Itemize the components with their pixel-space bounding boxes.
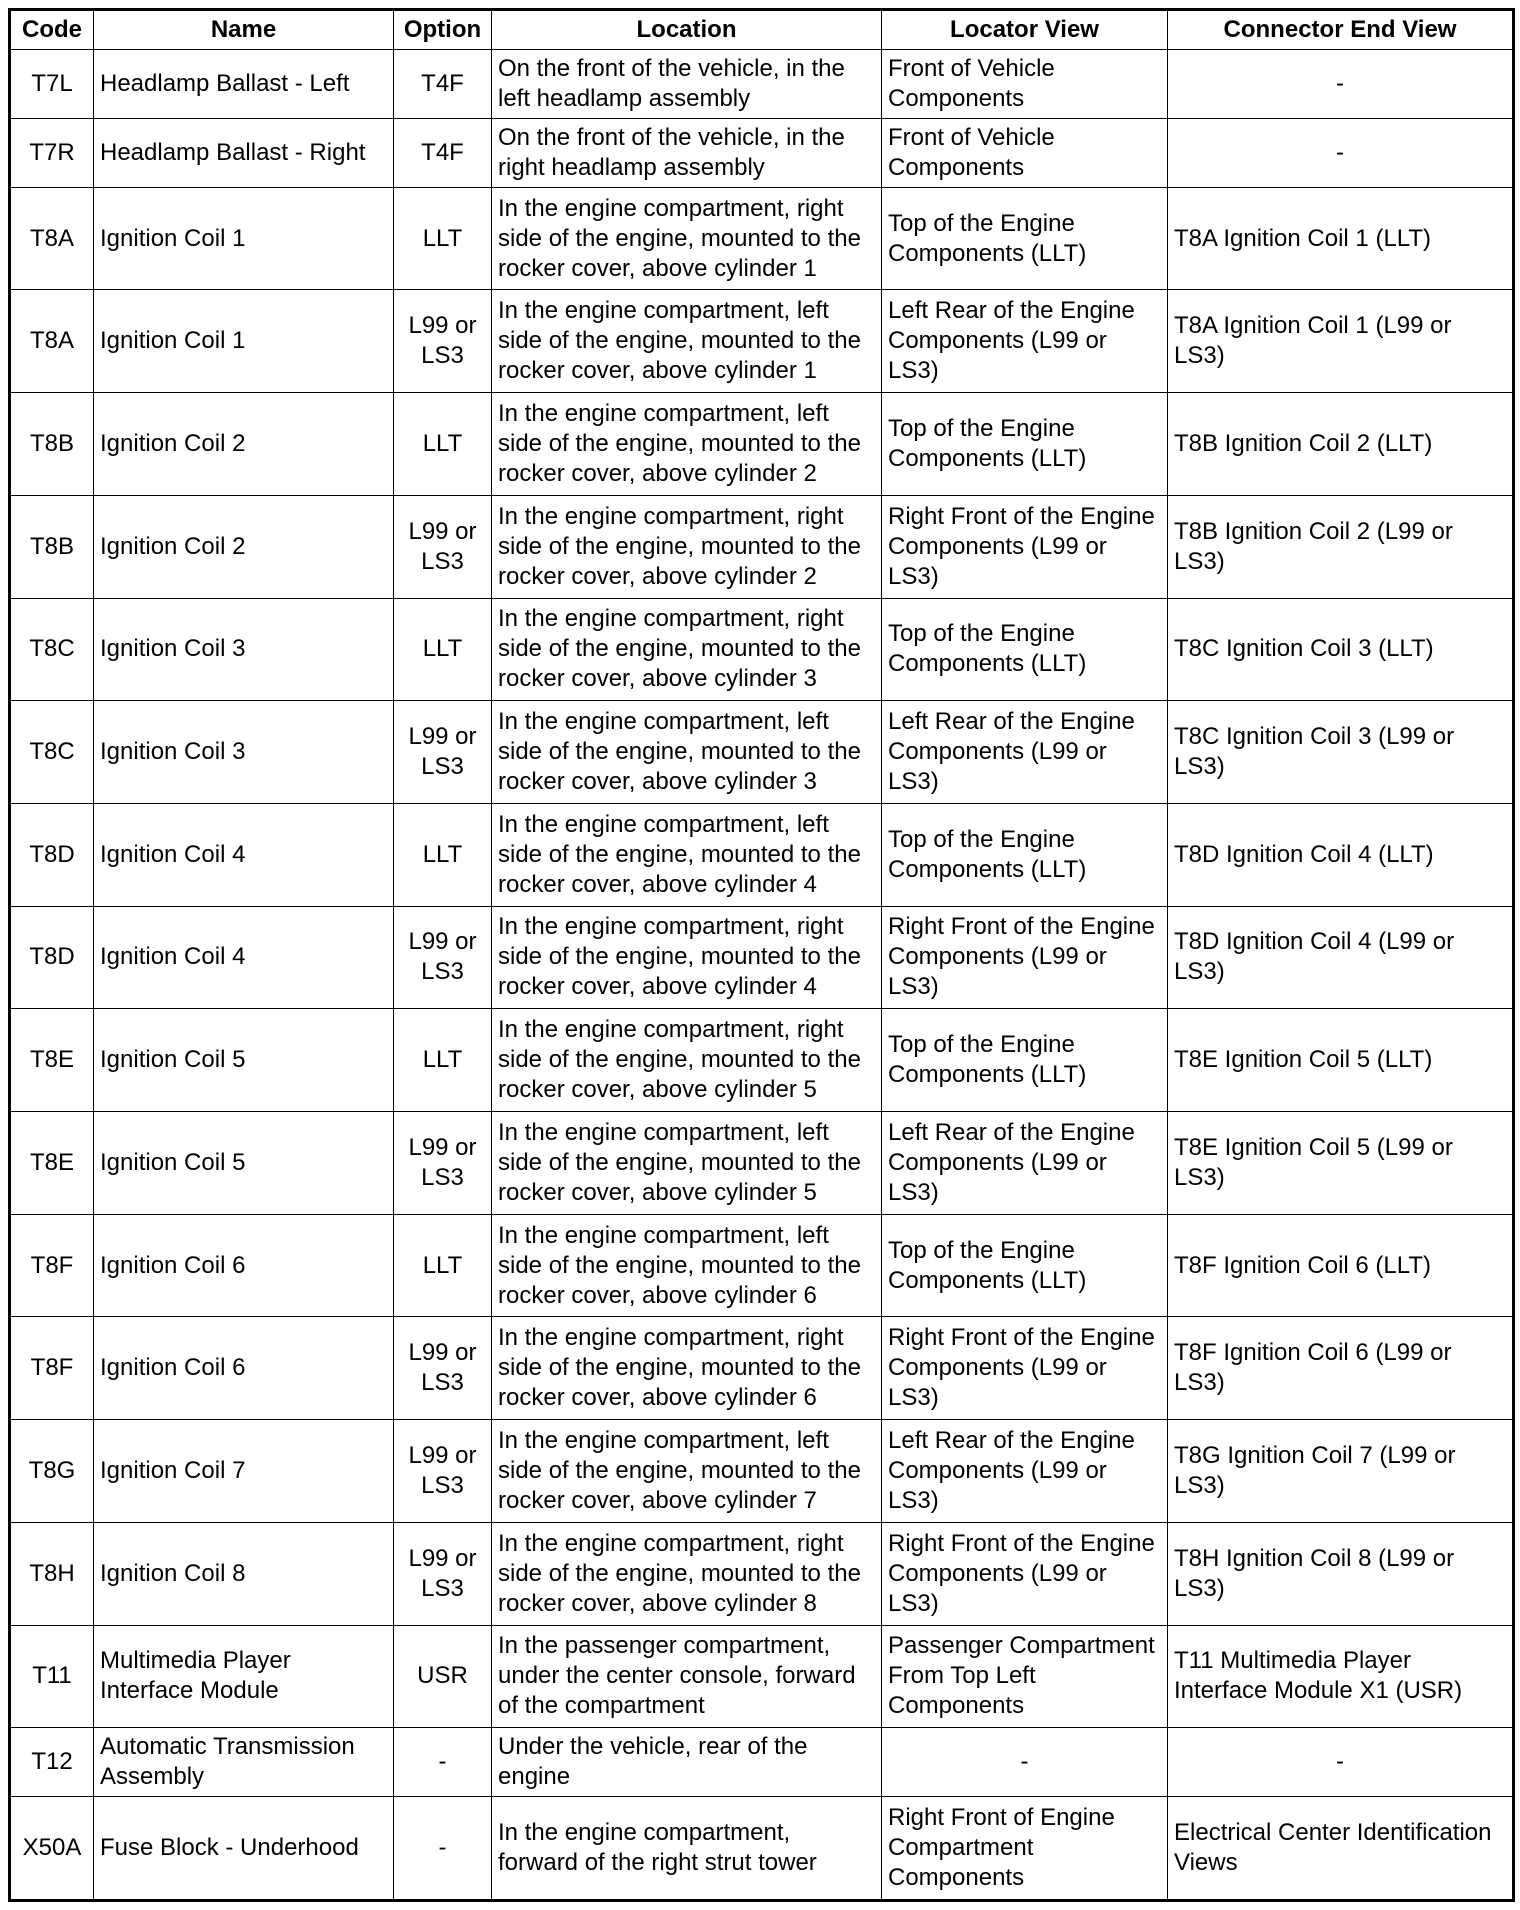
cell-option: LLT — [394, 1009, 492, 1112]
cell-locator-view: Top of the Engine Components (LLT) — [882, 187, 1168, 290]
cell-locator-view: Top of the Engine Components (LLT) — [882, 1009, 1168, 1112]
cell-name: Ignition Coil 8 — [94, 1522, 394, 1625]
cell-name: Ignition Coil 3 — [94, 701, 394, 804]
cell-locator-view: Top of the Engine Components (LLT) — [882, 393, 1168, 496]
table-header-row — [10, 10, 1514, 50]
cell-code: T8A — [10, 290, 94, 393]
table-row — [10, 1214, 1514, 1317]
cell-name: Ignition Coil 6 — [94, 1317, 394, 1420]
cell-code: T8G — [10, 1420, 94, 1523]
cell-locator-view: Left Rear of the Engine Components (L99 or LS3) — [882, 1420, 1168, 1523]
cell-connector-end-view: T11 Multimedia Player Interface Module X1 (USR) — [1168, 1625, 1514, 1728]
cell-connector-end-view: T8D Ignition Coil 4 (LLT) — [1168, 803, 1514, 906]
cell-name: Ignition Coil 3 — [94, 598, 394, 701]
cell-code: T8E — [10, 1112, 94, 1215]
cell-connector-end-view: T8C Ignition Coil 3 (LLT) — [1168, 598, 1514, 701]
cell-connector-end-view: Electrical Center Identification Views — [1168, 1797, 1514, 1901]
cell-name: Ignition Coil 2 — [94, 495, 394, 598]
cell-location: In the engine compartment, right side of the engine, mounted to the rocker cover, above cylinder 1 — [492, 187, 882, 290]
cell-location: In the engine compartment, left side of the engine, mounted to the rocker cover, above cylinder 7 — [492, 1420, 882, 1523]
table-row — [10, 701, 1514, 804]
cell-connector-end-view: T8H Ignition Coil 8 (L99 or LS3) — [1168, 1522, 1514, 1625]
cell-option: LLT — [394, 1214, 492, 1317]
cell-name: Ignition Coil 1 — [94, 187, 394, 290]
cell-location: In the engine compartment, right side of the engine, mounted to the rocker cover, above cylinder 2 — [492, 495, 882, 598]
table-row — [10, 290, 1514, 393]
cell-name: Multimedia Player Interface Module — [94, 1625, 394, 1728]
cell-connector-end-view: T8B Ignition Coil 2 (LLT) — [1168, 393, 1514, 496]
cell-option: - — [394, 1728, 492, 1797]
cell-connector-end-view: T8D Ignition Coil 4 (L99 or LS3) — [1168, 906, 1514, 1009]
cell-code: T12 — [10, 1728, 94, 1797]
cell-connector-end-view: T8C Ignition Coil 3 (L99 or LS3) — [1168, 701, 1514, 804]
cell-name: Headlamp Ballast - Left — [94, 50, 394, 119]
cell-option: L99 or LS3 — [394, 290, 492, 393]
cell-locator-view: Top of the Engine Components (LLT) — [882, 803, 1168, 906]
cell-code: T8D — [10, 803, 94, 906]
cell-locator-view: Right Front of the Engine Components (L99 or LS3) — [882, 906, 1168, 1009]
cell-connector-end-view: - — [1168, 118, 1514, 187]
table-row — [10, 1625, 1514, 1728]
cell-name: Ignition Coil 5 — [94, 1112, 394, 1215]
cell-option: L99 or LS3 — [394, 1522, 492, 1625]
cell-option: LLT — [394, 187, 492, 290]
cell-location: In the engine compartment, left side of the engine, mounted to the rocker cover, above cylinder 6 — [492, 1214, 882, 1317]
cell-code: T8C — [10, 598, 94, 701]
header-locator-view: Locator View — [882, 10, 1168, 50]
cell-code: T8C — [10, 701, 94, 804]
cell-location: In the engine compartment, right side of the engine, mounted to the rocker cover, above cylinder 3 — [492, 598, 882, 701]
table-row — [10, 906, 1514, 1009]
cell-option: L99 or LS3 — [394, 1112, 492, 1215]
cell-name: Automatic Transmission Assembly — [94, 1728, 394, 1797]
cell-option: L99 or LS3 — [394, 1420, 492, 1523]
table-row — [10, 118, 1514, 187]
cell-name: Ignition Coil 6 — [94, 1214, 394, 1317]
cell-location: In the engine compartment, right side of the engine, mounted to the rocker cover, above cylinder 6 — [492, 1317, 882, 1420]
cell-code: T8F — [10, 1317, 94, 1420]
cell-name: Ignition Coil 1 — [94, 290, 394, 393]
cell-location: Under the vehicle, rear of the engine — [492, 1728, 882, 1797]
cell-location: In the engine compartment, left side of the engine, mounted to the rocker cover, above cylinder 5 — [492, 1112, 882, 1215]
cell-code: T7L — [10, 50, 94, 119]
cell-locator-view: Top of the Engine Components (LLT) — [882, 1214, 1168, 1317]
table-row — [10, 1317, 1514, 1420]
cell-location: In the engine compartment, left side of the engine, mounted to the rocker cover, above cylinder 4 — [492, 803, 882, 906]
table-row — [10, 1009, 1514, 1112]
cell-option: LLT — [394, 393, 492, 496]
cell-locator-view: Right Front of Engine Compartment Components — [882, 1797, 1168, 1901]
table-row — [10, 50, 1514, 119]
cell-connector-end-view: - — [1168, 1728, 1514, 1797]
cell-location: On the front of the vehicle, in the right headlamp assembly — [492, 118, 882, 187]
cell-locator-view: Top of the Engine Components (LLT) — [882, 598, 1168, 701]
cell-name: Ignition Coil 4 — [94, 906, 394, 1009]
cell-locator-view: Passenger Compartment From Top Left Components — [882, 1625, 1168, 1728]
cell-code: T8B — [10, 495, 94, 598]
table-row — [10, 598, 1514, 701]
cell-code: T11 — [10, 1625, 94, 1728]
cell-option: - — [394, 1797, 492, 1901]
cell-connector-end-view: T8G Ignition Coil 7 (L99 or LS3) — [1168, 1420, 1514, 1523]
cell-option: L99 or LS3 — [394, 906, 492, 1009]
cell-location: In the engine compartment, right side of the engine, mounted to the rocker cover, above cylinder 5 — [492, 1009, 882, 1112]
cell-location: In the engine compartment, forward of the right strut tower — [492, 1797, 882, 1901]
header-name: Name — [94, 10, 394, 50]
table-row — [10, 1797, 1514, 1901]
cell-location: In the engine compartment, right side of the engine, mounted to the rocker cover, above cylinder 4 — [492, 906, 882, 1009]
cell-location: On the front of the vehicle, in the left headlamp assembly — [492, 50, 882, 119]
cell-location: In the engine compartment, right side of the engine, mounted to the rocker cover, above cylinder 8 — [492, 1522, 882, 1625]
cell-option: USR — [394, 1625, 492, 1728]
cell-option: L99 or LS3 — [394, 701, 492, 804]
cell-connector-end-view: T8F Ignition Coil 6 (L99 or LS3) — [1168, 1317, 1514, 1420]
cell-locator-view: Front of Vehicle Components — [882, 118, 1168, 187]
cell-locator-view: Right Front of the Engine Components (L99 or LS3) — [882, 495, 1168, 598]
table-row — [10, 1112, 1514, 1215]
cell-code: T8H — [10, 1522, 94, 1625]
cell-locator-view: Left Rear of the Engine Components (L99 or LS3) — [882, 701, 1168, 804]
cell-name: Ignition Coil 7 — [94, 1420, 394, 1523]
component-locator-table — [8, 8, 1515, 1902]
cell-name: Ignition Coil 5 — [94, 1009, 394, 1112]
cell-name: Fuse Block - Underhood — [94, 1797, 394, 1901]
header-connector-end-view: Connector End View — [1168, 10, 1514, 50]
cell-locator-view: Right Front of the Engine Components (L99 or LS3) — [882, 1522, 1168, 1625]
cell-locator-view: Left Rear of the Engine Components (L99 or LS3) — [882, 1112, 1168, 1215]
cell-connector-end-view: T8A Ignition Coil 1 (L99 or LS3) — [1168, 290, 1514, 393]
table-row — [10, 803, 1514, 906]
cell-location: In the engine compartment, left side of the engine, mounted to the rocker cover, above cylinder 3 — [492, 701, 882, 804]
cell-code: T7R — [10, 118, 94, 187]
cell-connector-end-view: T8B Ignition Coil 2 (L99 or LS3) — [1168, 495, 1514, 598]
cell-option: T4F — [394, 118, 492, 187]
cell-connector-end-view: T8F Ignition Coil 6 (LLT) — [1168, 1214, 1514, 1317]
header-location: Location — [492, 10, 882, 50]
cell-name: Headlamp Ballast - Right — [94, 118, 394, 187]
cell-location: In the engine compartment, left side of the engine, mounted to the rocker cover, above cylinder 2 — [492, 393, 882, 496]
cell-locator-view: Left Rear of the Engine Components (L99 or LS3) — [882, 290, 1168, 393]
table-row — [10, 187, 1514, 290]
cell-code: T8A — [10, 187, 94, 290]
header-code: Code — [10, 10, 94, 50]
cell-name: Ignition Coil 2 — [94, 393, 394, 496]
cell-option: T4F — [394, 50, 492, 119]
table-row — [10, 1420, 1514, 1523]
cell-option: LLT — [394, 598, 492, 701]
cell-location: In the engine compartment, left side of the engine, mounted to the rocker cover, above cylinder 1 — [492, 290, 882, 393]
cell-locator-view: Front of Vehicle Components — [882, 50, 1168, 119]
table-row — [10, 393, 1514, 496]
cell-connector-end-view: T8E Ignition Coil 5 (L99 or LS3) — [1168, 1112, 1514, 1215]
cell-connector-end-view: - — [1168, 50, 1514, 119]
cell-locator-view: - — [882, 1728, 1168, 1797]
cell-option: LLT — [394, 803, 492, 906]
cell-locator-view: Right Front of the Engine Components (L99 or LS3) — [882, 1317, 1168, 1420]
cell-option: L99 or LS3 — [394, 495, 492, 598]
cell-code: X50A — [10, 1797, 94, 1901]
cell-connector-end-view: T8A Ignition Coil 1 (LLT) — [1168, 187, 1514, 290]
cell-code: T8B — [10, 393, 94, 496]
cell-location: In the passenger compartment, under the center console, forward of the compartment — [492, 1625, 882, 1728]
table-row — [10, 495, 1514, 598]
cell-code: T8E — [10, 1009, 94, 1112]
cell-code: T8F — [10, 1214, 94, 1317]
cell-code: T8D — [10, 906, 94, 1009]
table-row — [10, 1522, 1514, 1625]
cell-name: Ignition Coil 4 — [94, 803, 394, 906]
table-row — [10, 1728, 1514, 1797]
cell-option: L99 or LS3 — [394, 1317, 492, 1420]
header-option: Option — [394, 10, 492, 50]
cell-connector-end-view: T8E Ignition Coil 5 (LLT) — [1168, 1009, 1514, 1112]
